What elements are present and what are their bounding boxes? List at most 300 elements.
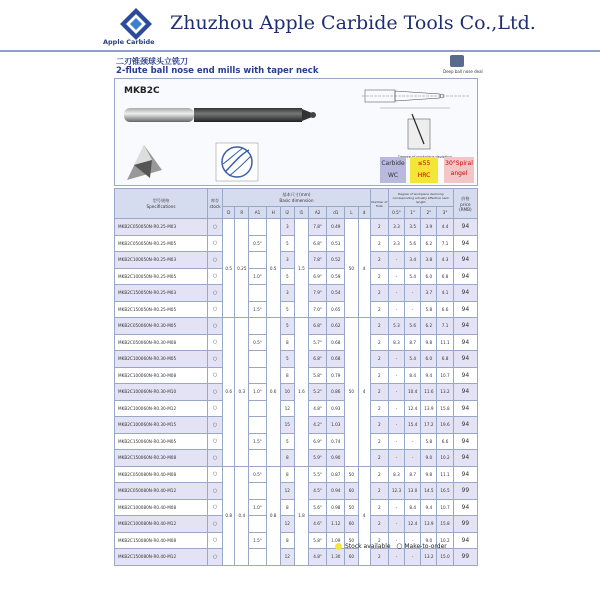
r-cell: 0.25 (235, 219, 249, 318)
stock-cell: ○ (207, 466, 222, 483)
spec-cell: MKB2C150080N-R0.40-M12 (115, 549, 208, 566)
a1-cell (249, 285, 266, 302)
stock-header-en: stock (209, 204, 221, 209)
a2-cell: 6.9° (309, 268, 327, 285)
col-header-d: D (223, 207, 235, 219)
l2-cell: 15 (280, 417, 294, 434)
degree-cell: - (405, 549, 421, 566)
degree-cell: 8.7 (405, 466, 421, 483)
price-cell: 94 (453, 450, 477, 467)
l2-cell: 12 (280, 516, 294, 533)
l1-cell: 1.8 (294, 466, 308, 565)
degree-cell: 9.0 (421, 450, 437, 467)
a2-cell: 6.9° (309, 433, 327, 450)
material-value: WC (387, 172, 399, 179)
l2-cell: 8 (280, 334, 294, 351)
degree-cell: - (388, 351, 404, 368)
h-cell: 0.5 (266, 219, 280, 318)
deg-header-3: 3° (437, 207, 453, 219)
price-cell: 94 (453, 499, 477, 516)
degree-cell: 15.8 (437, 400, 453, 417)
d1-cell: 1.30 (327, 549, 345, 566)
a1-cell (249, 400, 266, 417)
degree-cell: - (388, 285, 404, 302)
price-header (453, 189, 477, 219)
d1-cell: 0.59 (327, 268, 345, 285)
spec-cell: MKB2C100080N-R0.40-M12 (115, 516, 208, 533)
table-row (115, 318, 478, 335)
flute-cell: 2 (370, 301, 388, 318)
basic-header-cn: 基本尺寸(mm) (282, 192, 311, 197)
a1-cell: 1.0° (249, 499, 266, 516)
r-cell: 0.3 (235, 318, 249, 467)
l-cell: 50 (345, 499, 358, 516)
price-cell: 94 (453, 235, 477, 252)
price-cell: 94 (453, 367, 477, 384)
d1-cell: 0.68 (327, 334, 345, 351)
flute-cell: 2 (370, 252, 388, 269)
degree-cell: - (388, 301, 404, 318)
degree-cell: - (388, 532, 404, 549)
degree-cell: 13.9 (421, 400, 437, 417)
degree-cell: 12.4 (405, 516, 421, 533)
spec-cell: MKB2C050060N-R0.30-M08 (115, 334, 208, 351)
spec-cell: MKB2C150060N-R0.30-M08 (115, 450, 208, 467)
a1-cell: 0.5° (249, 334, 266, 351)
d1-cell: 0.86 (327, 384, 345, 401)
h-cell: 0.8 (266, 466, 280, 565)
d1-cell: 0.62 (327, 318, 345, 335)
flute-cell: 2 (370, 417, 388, 434)
price-cell: 94 (453, 334, 477, 351)
degree-header: Degree of workpiece declining corresponding actually effective neck length (388, 189, 453, 207)
degree-cell: - (405, 301, 421, 318)
degree-cell: 17.2 (421, 417, 437, 434)
flute-cell: 2 (370, 532, 388, 549)
degree-cell: 10.2 (437, 532, 453, 549)
spec-cell: MKB2C050080N-R0.40-M12 (115, 483, 208, 500)
spec-cell: MKB2C100060N-R0.30-M15 (115, 417, 208, 434)
d1-cell: 0.65 (327, 301, 345, 318)
l1-cell: 1.6 (294, 318, 308, 467)
stock-cell: ○ (207, 285, 222, 302)
d1-cell: 1.09 (327, 532, 345, 549)
a1-cell (249, 549, 266, 566)
stock-cell: ○ (207, 483, 222, 500)
l2-cell: 8 (280, 450, 294, 467)
col-header-l: L (345, 207, 358, 219)
flute-cell: 2 (370, 516, 388, 533)
degree-cell: - (388, 252, 404, 269)
degree-cell: - (405, 285, 421, 302)
a2-cell: 5.5° (309, 466, 327, 483)
degree-cell: 6.6 (437, 433, 453, 450)
a2-cell: 6.8° (309, 351, 327, 368)
stock-cell: ○ (207, 318, 222, 335)
flute-cell: 2 (370, 499, 388, 516)
l2-cell: 5 (280, 433, 294, 450)
l2-cell: 5 (280, 268, 294, 285)
flute-cell: 2 (370, 318, 388, 335)
spec-cell: MKB2C100050N-R0.25-M03 (115, 252, 208, 269)
spec-table-body (115, 219, 478, 566)
price-cell: 94 (453, 400, 477, 417)
price-cell: 94 (453, 219, 477, 236)
deg-header-0: 0.5° (388, 207, 404, 219)
degree-cell: 8.4 (405, 499, 421, 516)
degree-cell: 13.9 (421, 516, 437, 533)
deg-header-2: 2° (421, 207, 437, 219)
degree-cell: 12.3 (388, 483, 404, 500)
flute-cell: 2 (370, 285, 388, 302)
stock-cell: ○ (207, 351, 222, 368)
flute-cell: 2 (370, 466, 388, 483)
stock-cell: ○ (207, 400, 222, 417)
price-cell: 94 (453, 285, 477, 302)
d1-cell: 0.87 (327, 466, 345, 483)
spec-cell: MKB2C150050N-R0.25-M03 (115, 285, 208, 302)
price-cell: 94 (453, 301, 477, 318)
a2-cell: 4.8° (309, 549, 327, 566)
stock-cell: ○ (207, 516, 222, 533)
shank-d-cell: 4 (358, 318, 370, 467)
price-cell: 99 (453, 549, 477, 566)
l-cell: 60 (345, 516, 358, 533)
header-divider (0, 50, 600, 52)
stock-cell: ○ (207, 433, 222, 450)
degree-cell: - (388, 367, 404, 384)
degree-cell: 4.4 (437, 219, 453, 236)
flute-cell: 2 (370, 367, 388, 384)
l2-cell: 12 (280, 400, 294, 417)
degree-cell: 6.8 (437, 268, 453, 285)
spec-cell: MKB2C150050N-R0.25-M05 (115, 301, 208, 318)
l2-cell: 5 (280, 235, 294, 252)
stock-cell: ○ (207, 450, 222, 467)
degree-cell: 10.2 (437, 450, 453, 467)
legend-stock: Stock available (345, 543, 391, 550)
a1-cell (249, 450, 266, 467)
stock-cell: ○ (207, 235, 222, 252)
degree-cell: 6.8 (437, 351, 453, 368)
l2-cell: 12 (280, 549, 294, 566)
l2-cell: 8 (280, 466, 294, 483)
degree-cell: 9.4 (421, 367, 437, 384)
l2-cell: 5 (280, 301, 294, 318)
stock-cell: ○ (207, 219, 222, 236)
col-header-r: R (235, 207, 249, 219)
a2-cell: 4.8° (309, 400, 327, 417)
degree-cell: 3.8 (421, 252, 437, 269)
degree-cell: 8.7 (405, 334, 421, 351)
a1-cell (249, 483, 266, 500)
shank-d-cell: 4 (358, 219, 370, 318)
degree-cell: 5.4 (405, 268, 421, 285)
degree-cell: 9.8 (421, 334, 437, 351)
spec-cell: MKB2C100060N-R0.30-M05 (115, 351, 208, 368)
legend-order: Make-to-order (404, 543, 447, 550)
price-cell: 94 (453, 384, 477, 401)
logo-text: Apple Carbide (103, 38, 155, 46)
stock-dot-icon (335, 543, 342, 550)
flute-cell: 2 (370, 351, 388, 368)
l2-cell: 8 (280, 532, 294, 549)
a2-cell: 7.8° (309, 252, 327, 269)
flute-cell: 2 (370, 334, 388, 351)
a1-cell: 1.5° (249, 301, 266, 318)
l2-cell: 8 (280, 367, 294, 384)
col-header-d: d (358, 207, 370, 219)
a1-cell (249, 219, 266, 236)
degree-cell: 9.8 (421, 466, 437, 483)
degree-cell: - (388, 516, 404, 533)
stock-cell: ○ (207, 367, 222, 384)
spec-cell: MKB2C050060N-R0.30-M05 (115, 318, 208, 335)
stock-cell: ○ (207, 252, 222, 269)
price-cell: 94 (453, 351, 477, 368)
price-cell: 94 (453, 318, 477, 335)
deg-header-1: 1° (405, 207, 421, 219)
l-cell: 50 (345, 532, 358, 549)
deep-ball-nose-icon (450, 55, 464, 67)
degree-cell: 15.0 (437, 549, 453, 566)
spec-cell: MKB2C150080N-R0.40-M08 (115, 532, 208, 549)
a2-cell: 7.9° (309, 285, 327, 302)
col-header-l1: l1 (294, 207, 308, 219)
model-name: MKB2C (124, 86, 160, 96)
stock-cell: ○ (207, 417, 222, 434)
spec-cell: MKB2C100080N-R0.40-M08 (115, 499, 208, 516)
degree-cell: - (388, 450, 404, 467)
l2-cell: 10 (280, 384, 294, 401)
degree-cell: 15.4 (405, 417, 421, 434)
degree-cell: 10.7 (437, 367, 453, 384)
a2-cell: 4.2° (309, 417, 327, 434)
technical-drawing (360, 84, 475, 154)
degree-cell: - (388, 499, 404, 516)
a1-cell (249, 367, 266, 384)
degree-cell: 3.3 (388, 219, 404, 236)
degree-cell: 5.8 (421, 301, 437, 318)
material-label: Carbide (381, 160, 405, 167)
a2-cell: 5.6° (309, 499, 327, 516)
degree-cell: 8.3 (388, 466, 404, 483)
a2-cell: 6.8° (309, 318, 327, 335)
flute-closeup-image (122, 140, 167, 185)
spec-cell: MKB2C100060N-R0.30-M10 (115, 384, 208, 401)
degree-cell: 6.2 (421, 235, 437, 252)
a2-cell: 5.8° (309, 532, 327, 549)
l-cell: 50 (345, 318, 358, 467)
degree-cell: 6.2 (421, 318, 437, 335)
l-cell: 50 (345, 219, 358, 318)
a2-cell: 4.6° (309, 516, 327, 533)
degree-cell: 3.7 (421, 285, 437, 302)
d1-cell: 1.03 (327, 417, 345, 434)
degree-cell: 11.1 (437, 334, 453, 351)
r-cell: 0.4 (235, 466, 249, 565)
d1-cell: 0.54 (327, 285, 345, 302)
d1-cell: 0.52 (327, 252, 345, 269)
degree-cell: 13.2 (421, 549, 437, 566)
spec-cell: MKB2C050050N-R0.25-M05 (115, 235, 208, 252)
d1-cell: 0.98 (327, 499, 345, 516)
flute-cell: 2 (370, 549, 388, 566)
stock-header-cn: 库存 (210, 198, 220, 203)
degree-cell: - (388, 417, 404, 434)
l2-cell: 12 (280, 483, 294, 500)
hardness-badge (410, 157, 438, 183)
degree-cell: 8.4 (405, 367, 421, 384)
degree-cell: - (388, 433, 404, 450)
degree-cell: 5.4 (405, 351, 421, 368)
col-header-a1: A1 (249, 207, 266, 219)
material-badge (380, 157, 406, 183)
stock-header (207, 189, 222, 219)
spec-header (115, 189, 208, 219)
spec-cell: MKB2C100060N-R0.30-M12 (115, 400, 208, 417)
price-cell: 99 (453, 483, 477, 500)
a1-cell: 1.0° (249, 384, 266, 401)
price-cell: 94 (453, 252, 477, 269)
d1-cell: 0.74 (327, 433, 345, 450)
flute-cell: 2 (370, 483, 388, 500)
degree-cell: 3.4 (405, 252, 421, 269)
a1-cell (249, 417, 266, 434)
degree-cell: 7.1 (437, 318, 453, 335)
flute-cell: 2 (370, 268, 388, 285)
degree-cell: 11.6 (421, 384, 437, 401)
a2-cell: 5.8° (309, 367, 327, 384)
col-header-h: H (266, 207, 280, 219)
degree-cell: 10.7 (437, 499, 453, 516)
degree-cell: 13.0 (405, 483, 421, 500)
price-header-cn: 价格 (461, 195, 470, 201)
price-cell: 99 (453, 516, 477, 533)
d1-cell: 0.79 (327, 367, 345, 384)
helix-value: 30°Spiral (445, 160, 473, 167)
order-circle-icon: ○ (396, 542, 403, 550)
l1-cell: 1.5 (294, 219, 308, 318)
a2-cell: 6.8° (309, 235, 327, 252)
d-cell: 0.8 (223, 466, 235, 565)
degree-cell: 5.6 (405, 235, 421, 252)
degree-cell: 6.0 (421, 351, 437, 368)
spec-cell: MKB2C050080N-R0.40-M08 (115, 466, 208, 483)
a1-cell: 0.5° (249, 235, 266, 252)
flute-cell: 2 (370, 219, 388, 236)
degree-cell: 7.1 (437, 235, 453, 252)
a2-cell: 5.7° (309, 334, 327, 351)
degree-cell: 12.4 (405, 400, 421, 417)
helix-unit: angel (450, 170, 468, 177)
price-cell: 94 (453, 433, 477, 450)
col-header-d1: d1 (327, 207, 345, 219)
degree-cell: 15.8 (437, 516, 453, 533)
degree-cell: 13.2 (437, 384, 453, 401)
flute-number-header: Number of flute (370, 189, 388, 219)
flute-cell: 2 (370, 384, 388, 401)
l-cell: 60 (345, 483, 358, 500)
table-row (115, 466, 478, 483)
d1-cell: 0.90 (327, 450, 345, 467)
a1-cell (249, 351, 266, 368)
d1-cell: 0.93 (327, 400, 345, 417)
d1-cell: 0.53 (327, 235, 345, 252)
d1-cell: 0.68 (327, 351, 345, 368)
degree-cell: 9.4 (421, 499, 437, 516)
h-cell: 0.6 (266, 318, 280, 467)
degree-cell: 3.3 (388, 235, 404, 252)
deep-ball-nose-label: Deep ball nose deal (443, 69, 483, 74)
a2-cell: 7.0° (309, 301, 327, 318)
basic-dimension-header (223, 189, 371, 207)
flute-cell: 2 (370, 450, 388, 467)
a2-cell: 5.2° (309, 384, 327, 401)
end-mill-image (122, 100, 322, 130)
spec-cell: MKB2C100060N-R0.30-M08 (115, 367, 208, 384)
spec-cell: MKB2C100050N-R0.25-M05 (115, 268, 208, 285)
degree-cell: - (405, 532, 421, 549)
title-chinese: 二刃锥颈球头立铣刀 (116, 57, 188, 66)
col-header-l2: l2 (280, 207, 294, 219)
degree-cell: 16.5 (437, 483, 453, 500)
l2-cell: 3 (280, 219, 294, 236)
a2-cell: 7.8° (309, 219, 327, 236)
shank-d-cell: 4 (358, 466, 370, 565)
degree-cell: 5.3 (388, 318, 404, 335)
degree-cell: - (388, 268, 404, 285)
stock-cell: ○ (207, 334, 222, 351)
degree-cell: 4.1 (437, 285, 453, 302)
a1-cell (249, 516, 266, 533)
degree-cell: - (405, 450, 421, 467)
a1-cell: 1.5° (249, 532, 266, 549)
degree-cell: 8.3 (388, 334, 404, 351)
title-english: 2-flute ball nose end mills with taper neck (116, 66, 319, 76)
l-cell: 60 (345, 549, 358, 566)
company-name: Zhuzhou Apple Carbide Tools Co.,Ltd. (170, 12, 536, 34)
stock-cell: ○ (207, 268, 222, 285)
d-cell: 0.6 (223, 318, 235, 467)
degree-cell: - (388, 549, 404, 566)
col-header-a2: A2 (309, 207, 327, 219)
a1-cell (249, 252, 266, 269)
flute-cell: 2 (370, 235, 388, 252)
stock-cell: ○ (207, 549, 222, 566)
stock-cell: ○ (207, 499, 222, 516)
degree-cell: 19.6 (437, 417, 453, 434)
price-cell: 94 (453, 417, 477, 434)
d-cell: 0.5 (223, 219, 235, 318)
degree-cell: 11.1 (437, 466, 453, 483)
l2-cell: 8 (280, 499, 294, 516)
flute-cell: 2 (370, 433, 388, 450)
price-cell: 94 (453, 268, 477, 285)
stock-cell: ○ (207, 301, 222, 318)
spec-cell: MKB2C050050N-R0.25-M03 (115, 219, 208, 236)
degree-cell: 5.8 (421, 433, 437, 450)
l2-cell: 5 (280, 351, 294, 368)
l2-cell: 5 (280, 318, 294, 335)
degree-cell: 5.6 (405, 318, 421, 335)
d1-cell: 0.94 (327, 483, 345, 500)
spec-cell: MKB2C150060N-R0.30-M05 (115, 433, 208, 450)
a2-cell: 5.9° (309, 450, 327, 467)
price-header-en: price (RMB) (458, 201, 472, 212)
l2-cell: 3 (280, 285, 294, 302)
degree-cell: - (388, 384, 404, 401)
